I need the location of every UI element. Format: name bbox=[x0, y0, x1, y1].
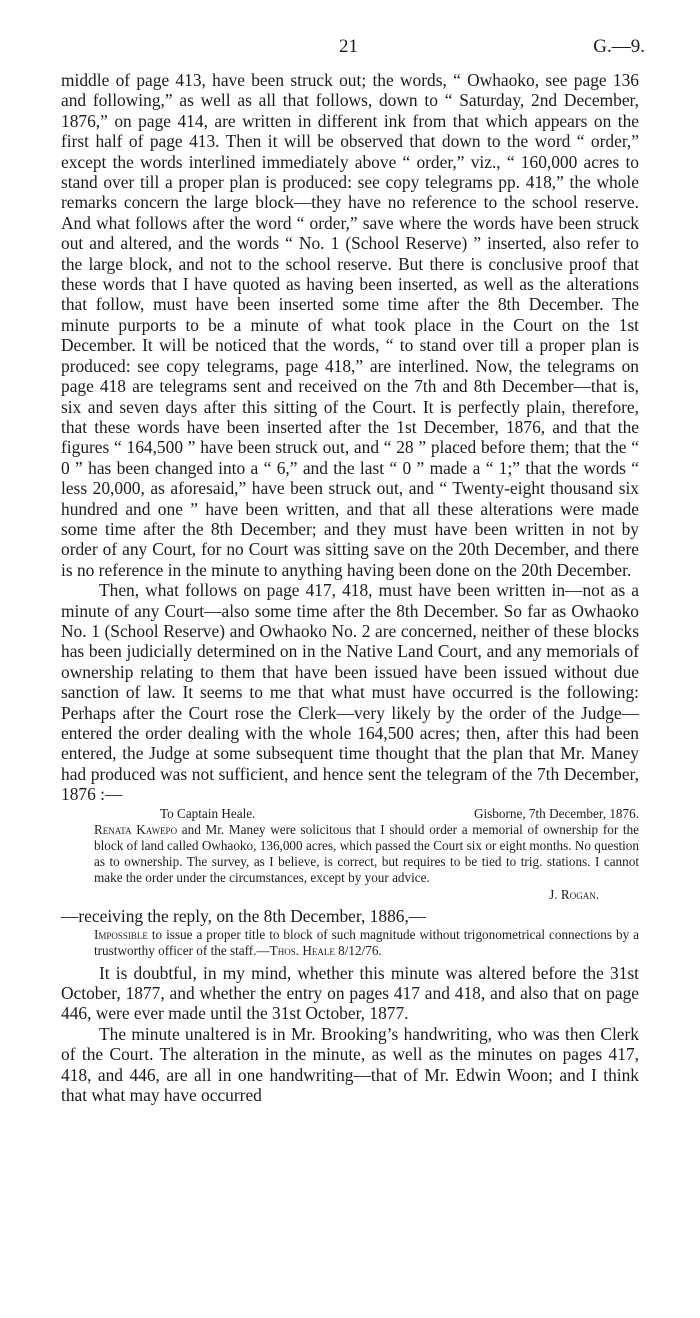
paragraph: Then, what follows on page 417, 418, must have been written in—not as a minute of any Court—also some time after the 8th December. So far as Owhaoko No. 1 (School Reserve) and Owhaoko No. 2 are concerned, neither of these blocks has been judicially determined on in the Native Land Court, and any memorials of ownership relating to them that have been issued have been issued without due sanction of law. It seems to me that what must have occurred is the following: Perhaps after the Court rose the Clerk—very likely by the order of the Judge—entered the order dealing with the whole 164,500 acres; then, after this had been entered, the Judge at some subsequent time thought that the plan that Mr. Maney had produced was not sufficient, and hence sent the telegram of the 7th December, 1876 :— bbox=[61, 580, 639, 805]
telegram-body bbox=[94, 822, 639, 887]
telegram-reply-text: to issue a proper title to block of such magnitude without trigonometrical connections by a trustworthy officer of the staff.— bbox=[94, 927, 639, 959]
telegram-sender: Renata Kawepo bbox=[94, 821, 178, 837]
paragraph: The minute unaltered is in Mr. Brooking’s handwriting, who was then Clerk of the Court. The alteration in the minute, as well as the minutes on pages 417, 418, and 446, are all in one handwriting—that of Mr. Edwin Woon; and I think that what may have occurred bbox=[61, 1023, 639, 1106]
paragraph: It is doubtful, in my mind, whether this minute was altered before the 31st October, 1877, and whether the entry on pages 417 and 418, and also that on page 446, were ever made until the 31st October, 1877. bbox=[61, 962, 639, 1024]
telegram-text: and Mr. Maney were solicitous that I should order a memorial of ownership for the block of land called Owhaoko, 136,000 acres, which passed the Court six or eight months. No question as to ownership. The survey, as I believe, is correct, but requires to be tied to trig. stations. I cannot make the order under the circumstances, except by your advice. bbox=[94, 821, 640, 886]
telegram-quote bbox=[61, 806, 639, 903]
telegram-reply-body bbox=[94, 927, 639, 959]
document-body bbox=[61, 70, 639, 1106]
paragraph: middle of page 413, have been struck out; the words, “ Owhaoko, see page 136 and following,” as well as all that follows, down to “ Saturday, 2nd December, 1876,” on page 414, are written in different ink from that which appears on the first half of page 413. Then it will be observed that down to the word “ order,” except the words interlined immediately above “ order,” viz., “ 160,000 acres to stand over till a proper plan is produced: see copy telegrams pp. 418,” the whole remarks concern the large block—they have no reference to the school reserve. And what follows after the word “ order,” save where the words have been struck out and altered, and the words “ No. 1 (School Reserve) ” inserted, also refer to the large block, and not to the school reserve. But there is conclusive proof that these words that I have quoted as having been inserted, as well as the alterations that follow, must have been inserted some time after the 8th December. The minute purports to be a minute of what took place in the Court on the 1st December. It will be noticed that the words, “ to stand over till a proper plan is produced: see copy telegrams, page 418,” are interlined. Now, the telegrams on page 418 are telegrams sent and received on the 7th and 8th December—that is, six and seven days after this sitting of the Court. It is perfectly plain, therefore, that these words have been inserted after the 1st December, 1876, and that the figures “ 164,500 ” have been struck out, and “ 28 ” placed before them; that the “ 0 ” has been changed into a “ 6,” and the last “ 0 ” made a “ 1;” that the words “ less 20,000, as aforesaid,” have been struck out, and “ Twenty-eight thousand six hundred and one ” have been written, and that all these alterations were made some time after the 8th December; and they must have been written in not by order of any Court, for no Court was sitting save on the 20th December, and there is no reference in the minute to anything having been done on the 20th December. bbox=[61, 70, 639, 580]
telegram-reply-date: 8/12/76. bbox=[338, 943, 382, 959]
page-number: 21 bbox=[339, 36, 358, 57]
telegram-place-date: Gisborne, 7th December, 1876. bbox=[473, 805, 639, 821]
telegram-header bbox=[94, 806, 639, 822]
document-reference: G.—9. bbox=[593, 36, 645, 57]
telegram-recipient: To Captain Heale. bbox=[160, 805, 256, 821]
telegram-reply-signature: Thos. Heale bbox=[269, 943, 335, 959]
paragraph: —receiving the reply, on the 8th December, 1886,— bbox=[61, 905, 427, 926]
telegram-reply-lead: Impossible bbox=[94, 927, 148, 943]
telegram-signature: J. Rogan. bbox=[549, 886, 599, 902]
telegram-reply-quote bbox=[61, 927, 639, 959]
